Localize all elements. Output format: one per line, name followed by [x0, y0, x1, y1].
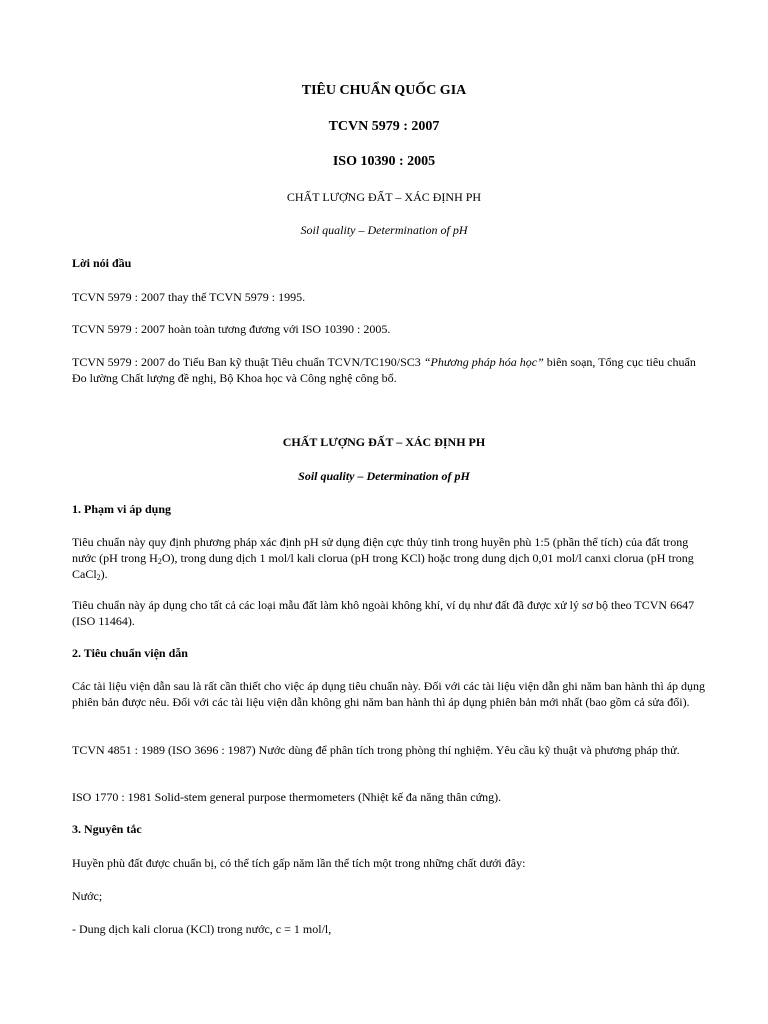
standard-type: TIÊU CHUẨN QUỐC GIA [301, 83, 467, 98]
section3-p3: - Dung dịch kali clorua (KCl) trong nước, c = 1 mol/l, [72, 922, 332, 936]
foreword-p3-text-b: biên soạn, Tổng cục tiêu chuẩn Đo lường Chất lượng đề nghị, Bộ Khoa học và Công nghệ công bố. [72, 355, 696, 385]
section3-p2: Nước; [72, 889, 103, 903]
section3-p1: Huyền phù đất được chuẩn bị, có thể tích gấp năm lần thể tích một trong những chất dưới đây: [72, 856, 526, 870]
body-title-en: Soil quality – Determination of pH [298, 469, 470, 483]
section1-p1 [72, 534, 712, 582]
section1-heading: 1. Phạm vi áp dụng [72, 502, 172, 516]
tcvn-code: TCVN 5979 : 2007 [328, 119, 440, 134]
foreword-p2: TCVN 5979 : 2007 hoàn toàn tương đương với ISO 10390 : 2005. [72, 322, 391, 336]
section1-p1-text-b: O), trong dung dịch 1 mol/l kali clorua (pH trong KCl) hoặc trong dung dịch 0,01 mol/l canxi clorua (pH trong CaCl [72, 551, 694, 581]
section2-heading: 2. Tiêu chuẩn viện dẫn [72, 646, 188, 660]
section2-p3: ISO 1770 : 1981 Solid-stem general purpose thermometers (Nhiệt kế đa năng thân cứng). [72, 790, 502, 804]
foreword-p3-italic: “Phương pháp hóa học” [423, 355, 544, 369]
title-en: Soil quality – Determination of pH [300, 223, 468, 237]
foreword-heading: Lời nói đầu [72, 256, 132, 270]
title-vi: CHẤT LƯỢNG ĐẤT – XÁC ĐỊNH PH [286, 190, 482, 204]
section3-heading: 3. Nguyên tắc [72, 822, 142, 836]
subscript-2: 2 [96, 573, 101, 582]
iso-code: ISO 10390 : 2005 [332, 154, 436, 169]
body-title-vi: CHẤT LƯỢNG ĐẤT – XÁC ĐỊNH PH [282, 435, 486, 449]
section2-p2: TCVN 4851 : 1989 (ISO 3696 : 1987) Nước dùng để phân tích trong phòng thí nghiệm. Yêu cầu kỹ thuật và phương pháp thử. [72, 743, 680, 757]
foreword-p3 [72, 354, 712, 386]
section2-p1: Các tài liệu viện dẫn sau là rất cần thiết cho việc áp dụng tiêu chuẩn này. Đối với các tài liệu viện dẫn ghi năm ban hành thì áp dụng phiên bản được nêu. Đối với các tài liệu viện dẫn không ghi năm ban hành thì áp dụng phiên bản mới nhất (bao gồm cả sửa đổi). [72, 679, 706, 709]
subscript-2: 2 [157, 557, 162, 566]
foreword-p1: TCVN 5979 : 2007 thay thế TCVN 5979 : 1995. [72, 290, 306, 304]
section1-p1-text-a: Tiêu chuẩn này quy định phương pháp xác định pH sử dụng điện cực thủy tinh trong huyền phù 1:5 (phần thể tích) của đất trong nước (pH trong H [72, 535, 689, 565]
section1-p1-text-c: ). [100, 567, 108, 581]
section1-p2: Tiêu chuẩn này áp dụng cho tất cả các loại mẫu đất làm khô ngoài không khí, ví dụ như đất đã được xử lý sơ bộ theo TCVN 6647 (ISO 11464). [72, 598, 695, 628]
foreword-p3-text-a: TCVN 5979 : 2007 do Tiểu Ban kỹ thuật Tiêu chuẩn TCVN/TC190/SC3 [72, 355, 424, 369]
